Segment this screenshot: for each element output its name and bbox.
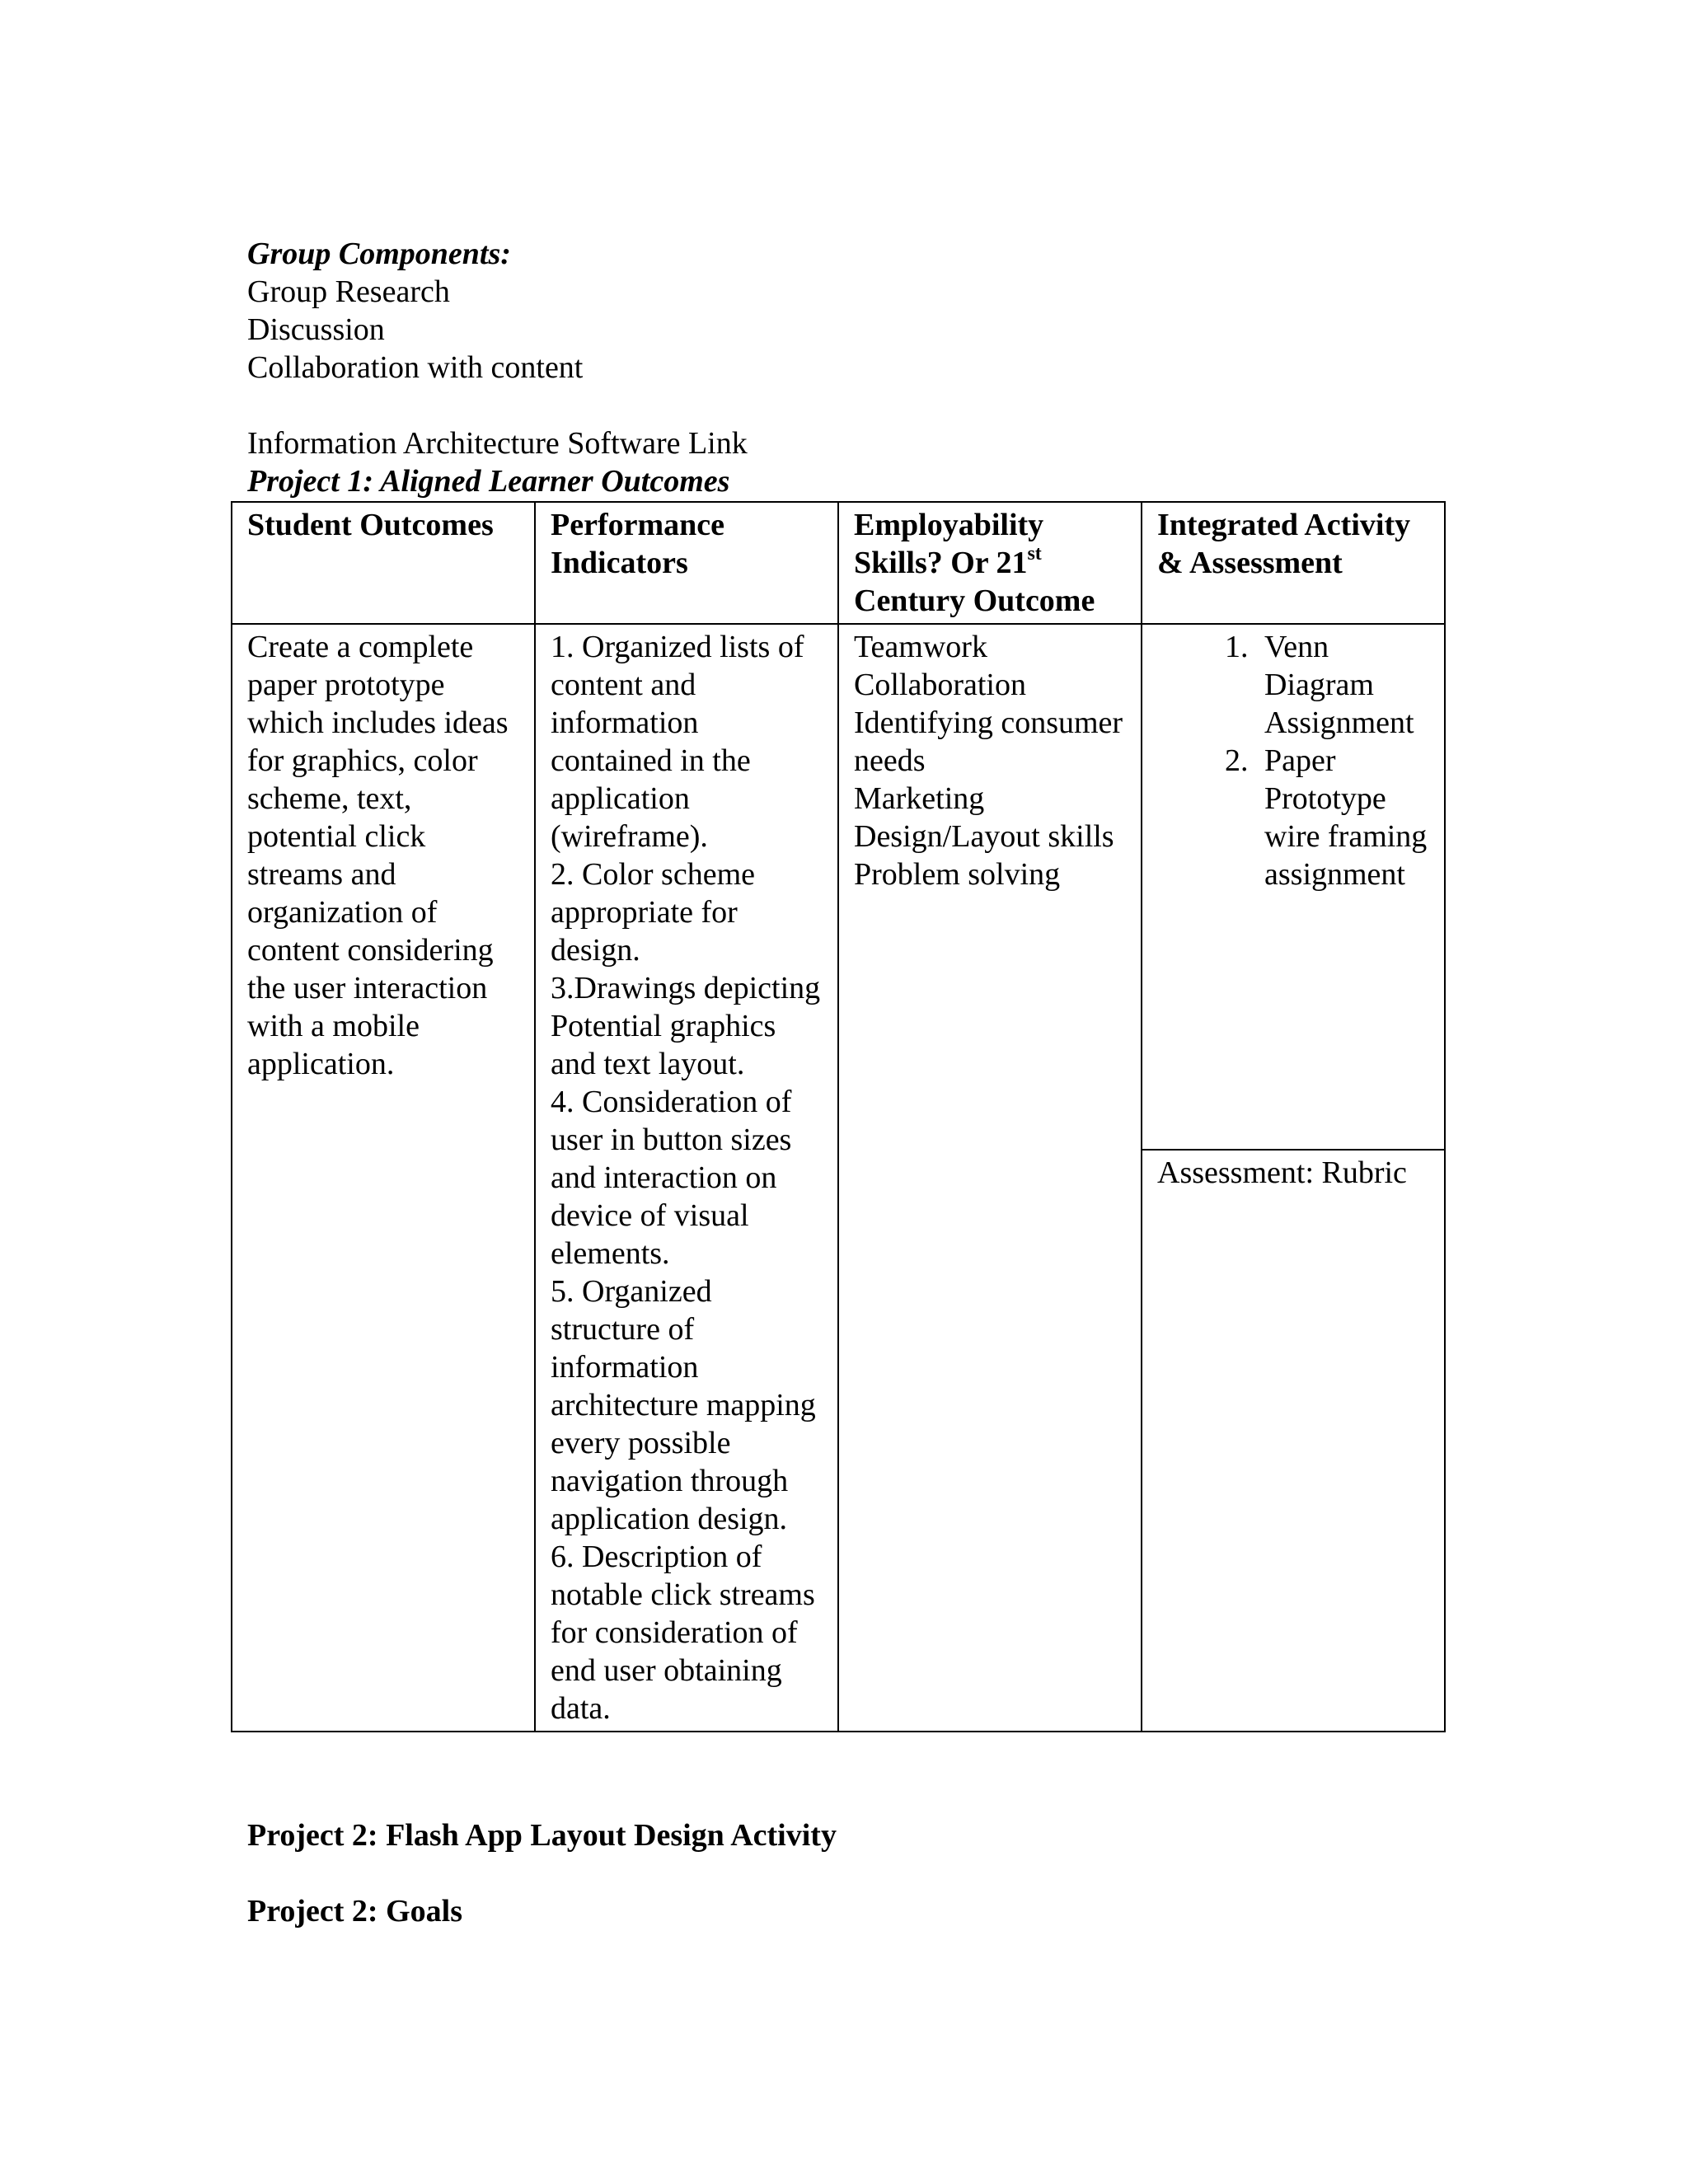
activity-section bbox=[1142, 625, 1444, 1151]
table-row bbox=[232, 624, 1445, 1732]
performance-indicators-cell bbox=[535, 624, 838, 1732]
header-integrated: Integrated Activity & Assessment bbox=[1142, 502, 1445, 624]
indicator-2: 2. Color scheme appropriate for design. bbox=[551, 857, 756, 968]
header-employability bbox=[838, 502, 1142, 624]
header-employability-prefix: Employability Skills? Or 21 bbox=[854, 508, 1044, 580]
indicator-3: 3.Drawings depicting Potential graphics and text layout. bbox=[551, 971, 821, 1081]
header-employability-suffix: Century Outcome bbox=[854, 583, 1095, 618]
student-outcome-cell: Create a complete paper prototype which includes ideas for graphics, color scheme, text, potential click streams and organization of content considering the user interaction with a mobile application. bbox=[232, 624, 535, 1732]
group-item-discussion: Discussion bbox=[247, 312, 385, 347]
group-components-heading: Group Components: bbox=[247, 237, 511, 271]
header-employability-sup: st bbox=[1027, 543, 1042, 565]
activity-venn: 1. Venn Diagram Assignment bbox=[1256, 628, 1429, 742]
skill-problem-solving: Problem solving bbox=[854, 857, 1061, 892]
header-student-outcomes: Student Outcomes bbox=[232, 502, 535, 624]
aligned-outcomes-table bbox=[231, 501, 1446, 1732]
header-performance-indicators: Performance Indicators bbox=[535, 502, 838, 624]
skill-marketing: Marketing bbox=[854, 781, 985, 816]
skill-collaboration: Collaboration bbox=[854, 668, 1026, 702]
activity-paper-prototype: 2. Paper Prototype wire framing assignment bbox=[1256, 742, 1429, 893]
indicator-6: 6. Description of notable click streams for consideration of end user obtaining data. bbox=[551, 1540, 815, 1726]
skill-consumer-needs: Identifying consumer needs bbox=[854, 705, 1123, 778]
integrated-cell bbox=[1142, 624, 1445, 1732]
project2-heading: Project 2: Flash App Layout Design Activity bbox=[247, 1818, 837, 1853]
assessment-rubric: Assessment: Rubric bbox=[1157, 1155, 1407, 1190]
project2-goals-heading: Project 2: Goals bbox=[247, 1894, 462, 1929]
indicator-5: 5. Organized structure of information architecture mapping every possible navigation through application design. bbox=[551, 1274, 816, 1536]
indicator-4: 4. Consideration of user in button sizes and interaction on device of visual elements. bbox=[551, 1085, 792, 1271]
software-link[interactable]: Information Architecture Software Link bbox=[247, 426, 748, 461]
group-item-research: Group Research bbox=[247, 274, 450, 309]
project1-heading: Project 1: Aligned Learner Outcomes bbox=[247, 464, 730, 499]
document-body bbox=[247, 235, 1451, 500]
group-item-collaboration: Collaboration with content bbox=[247, 350, 584, 385]
skills-cell bbox=[838, 624, 1142, 1732]
table-header-row bbox=[232, 502, 1445, 624]
activity-list bbox=[1157, 628, 1429, 893]
skill-teamwork: Teamwork bbox=[854, 630, 987, 664]
skill-design-layout: Design/Layout skills bbox=[854, 819, 1114, 854]
indicator-1: 1. Organized lists of content and information contained in the application (wireframe). bbox=[551, 630, 804, 854]
